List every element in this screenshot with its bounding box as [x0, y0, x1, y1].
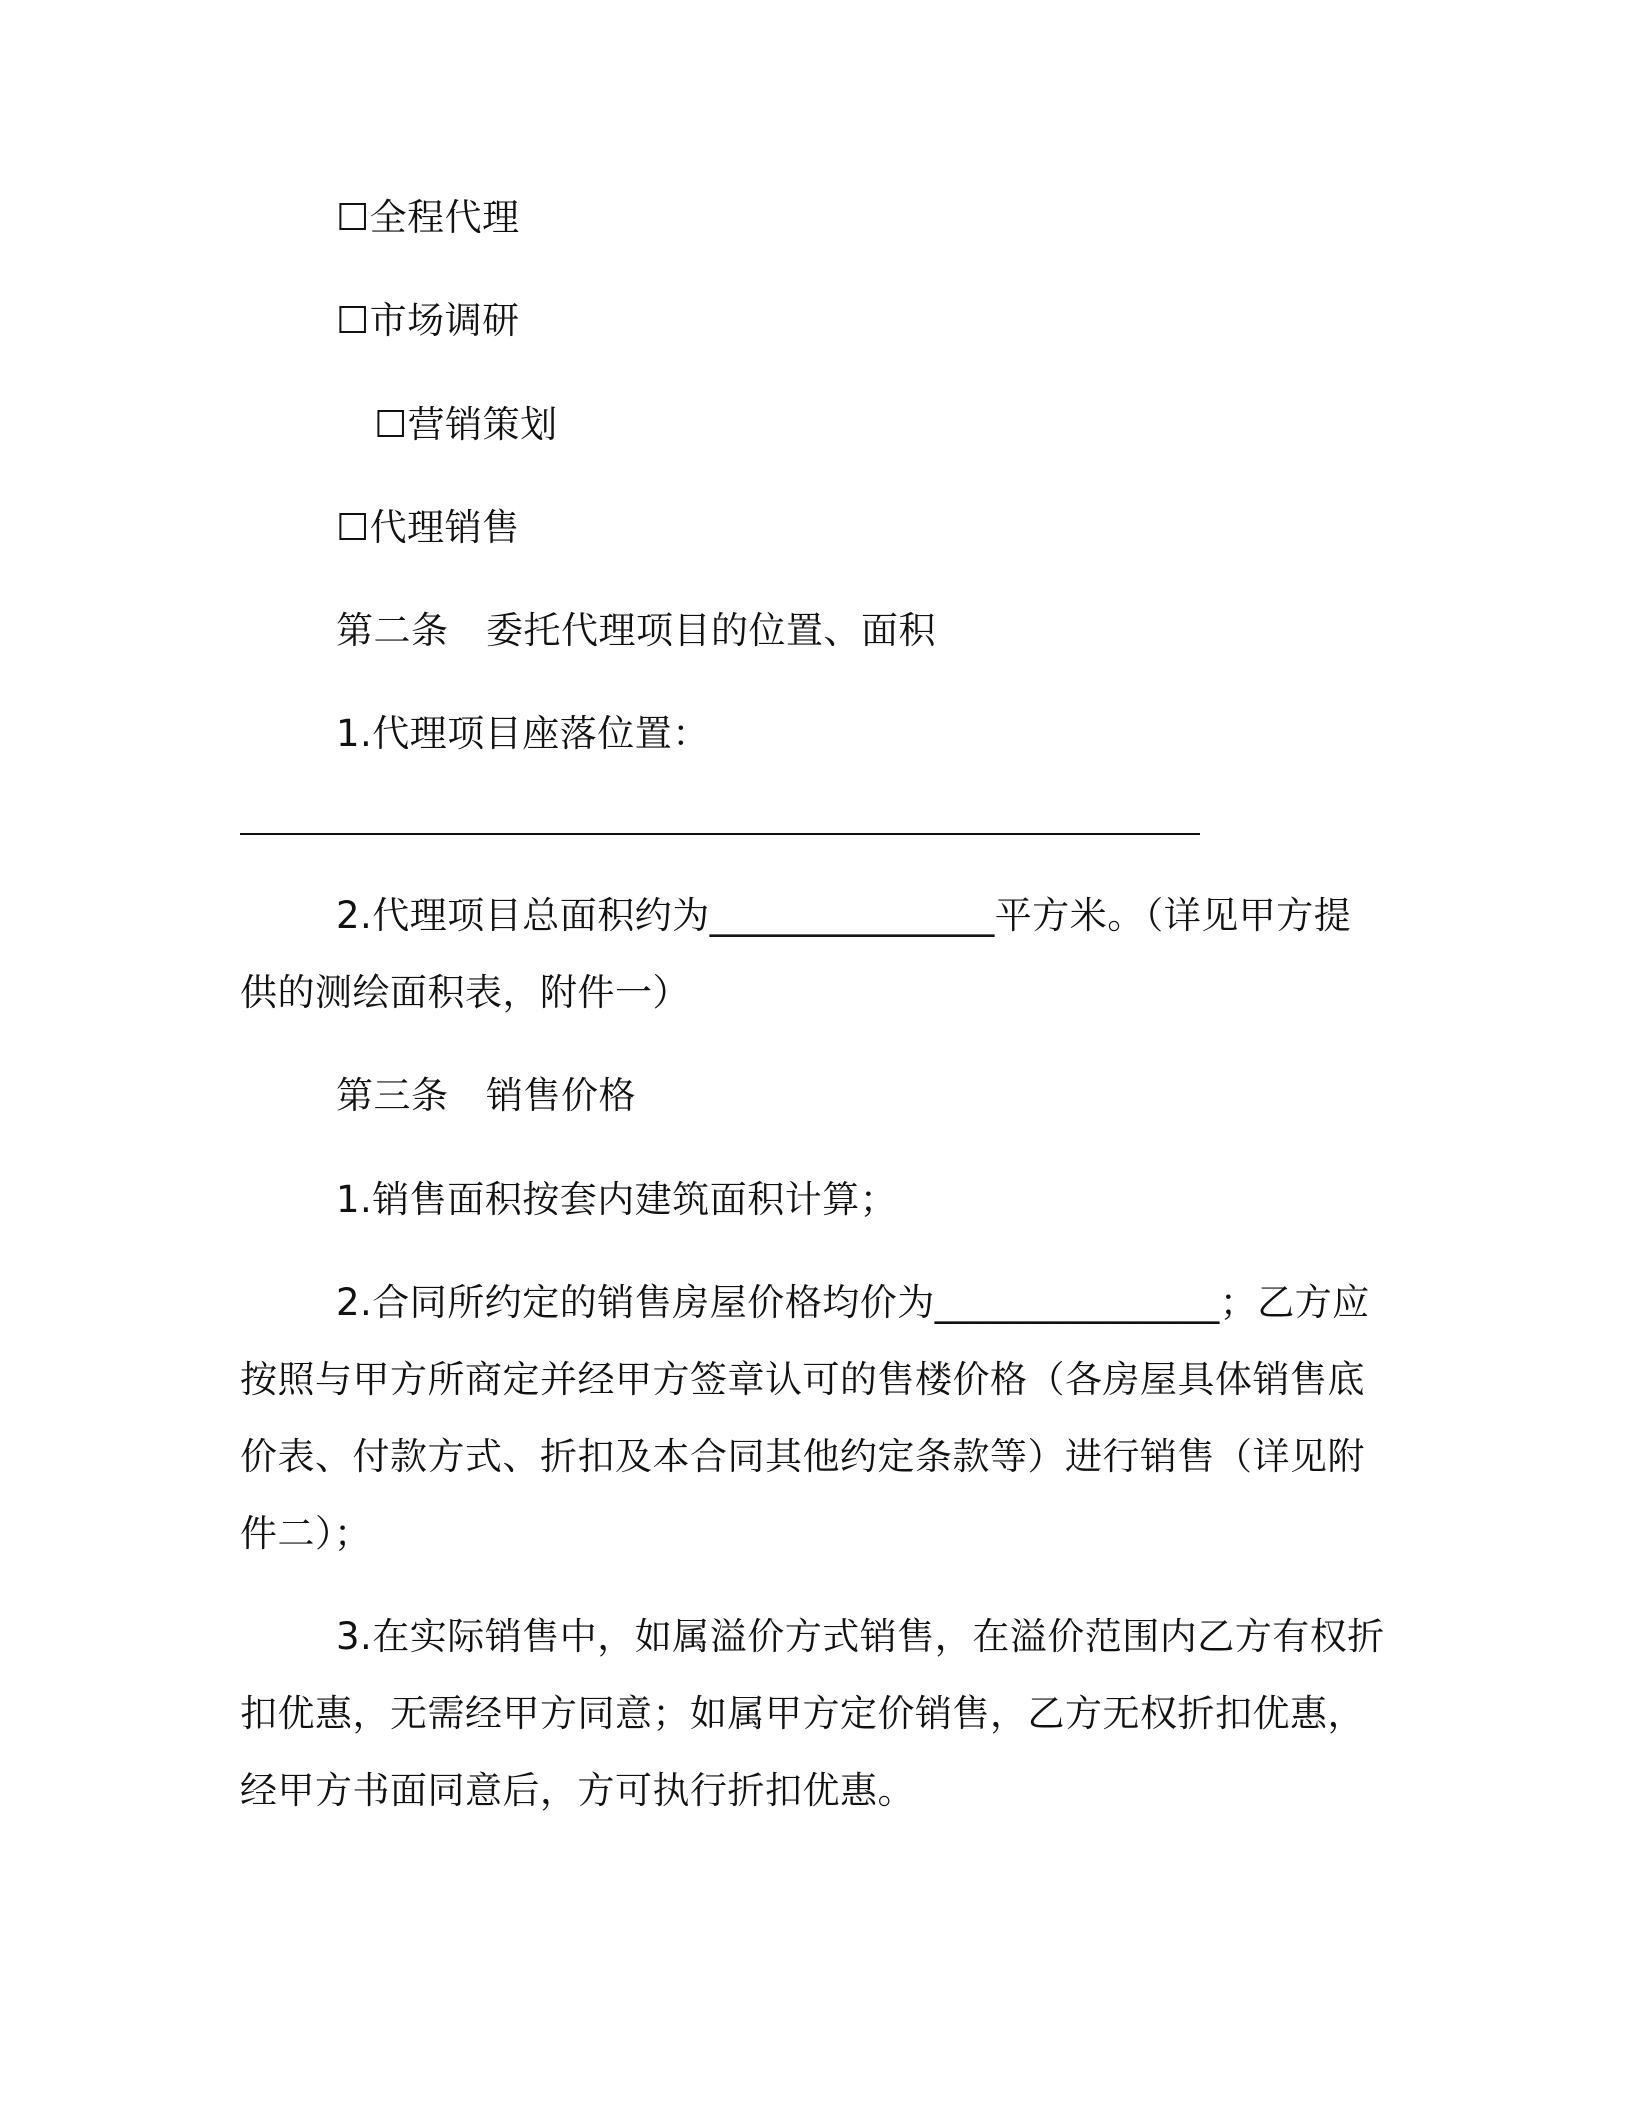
article-3-item-2-line-1: 2.合同所约定的销售房屋价格均价为_______________；乙方应 [336, 1281, 1370, 1324]
article-2-heading: 第二条 委托代理项目的位置、面积 [336, 609, 936, 652]
article-3-item-2-line-4: 件二）； [240, 1512, 372, 1555]
checkbox-option-marketing-planning: ☐营销策划 [374, 403, 558, 446]
article-3-item-2-line-3: 价表、付款方式、折扣及本合同其他约定条款等）进行销售（详见附 [240, 1435, 1365, 1478]
article-3-heading: 第三条 销售价格 [336, 1074, 636, 1117]
article-3-item-3-line-3: 经甲方书面同意后，方可执行折扣优惠。 [240, 1769, 915, 1812]
article-3-item-3-line-2: 扣优惠，无需经甲方同意；如属甲方定价销售，乙方无权折扣优惠， [240, 1692, 1365, 1735]
article-2-item-2-line-1: 2.代理项目总面积约为_______________平方米。（详见甲方提 [336, 894, 1352, 937]
article-3-item-2-line-2: 按照与甲方所商定并经甲方签章认可的售楼价格（各房屋具体销售底 [240, 1358, 1365, 1401]
article-2-item-1: 1.代理项目座落位置： [336, 712, 710, 755]
location-blank-line [240, 833, 1200, 835]
article-3-item-1: 1.销售面积按套内建筑面积计算； [336, 1178, 898, 1221]
checkbox-option-market-research: ☐市场调研 [336, 299, 520, 342]
article-3-item-3-line-1: 3.在实际销售中，如属溢价方式销售，在溢价范围内乙方有权折 [336, 1615, 1385, 1658]
checkbox-option-agency-sales: ☐代理销售 [336, 506, 520, 549]
article-2-item-2-line-2: 供的测绘面积表，附件一） [240, 971, 690, 1014]
checkbox-option-full-agency: ☐全程代理 [336, 196, 520, 239]
